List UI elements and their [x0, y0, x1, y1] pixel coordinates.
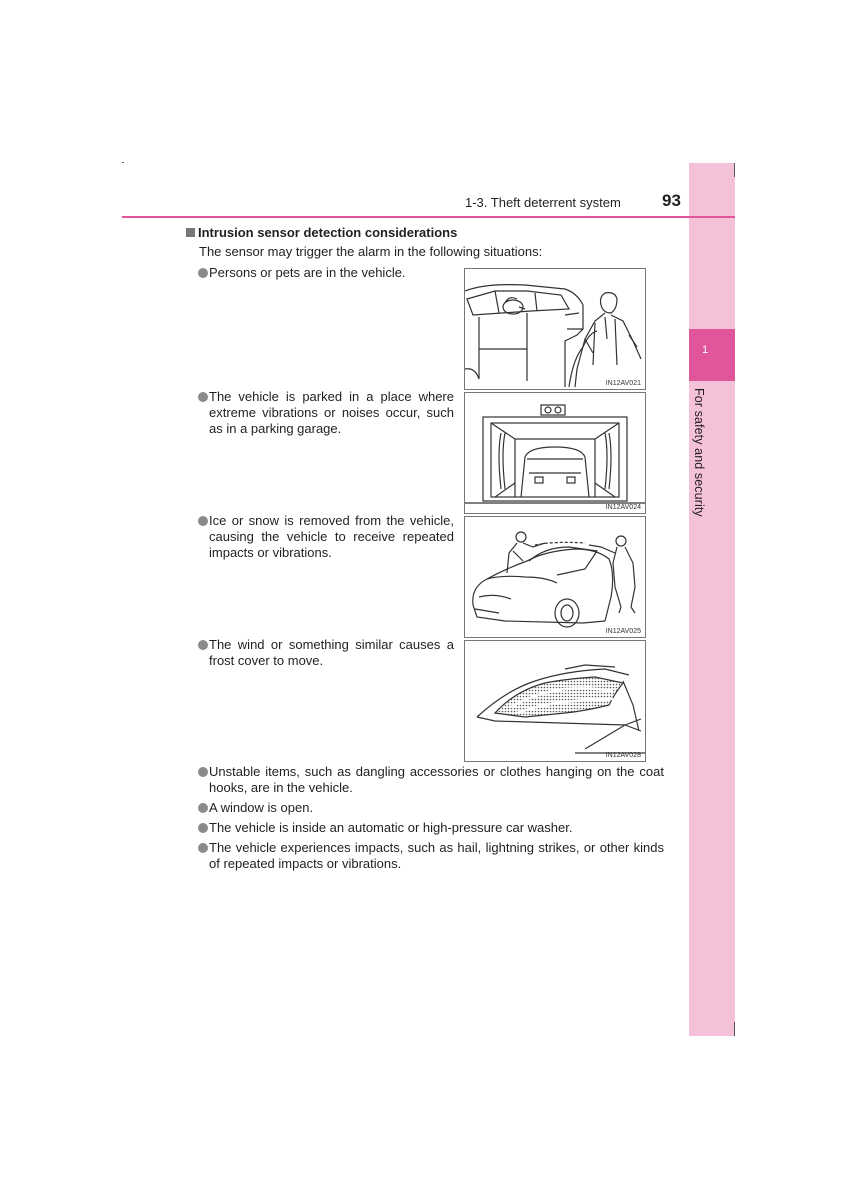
list-item	[198, 800, 664, 816]
list-item-text: The vehicle is inside an automatic or high-pressure car washer.	[209, 820, 573, 835]
list-item	[198, 637, 454, 669]
parking-garage-illustration	[465, 393, 645, 513]
circle-bullet-icon	[198, 516, 208, 526]
section-reference: 1-3. Theft deterrent system	[465, 195, 621, 210]
header-rule	[122, 216, 735, 218]
list-item	[198, 513, 454, 561]
crop-mark	[734, 163, 735, 177]
list-item	[198, 764, 664, 796]
page-number: 93	[662, 191, 681, 210]
figure-frost-cover	[464, 640, 646, 762]
list-item-text: Ice or snow is removed from the vehicle, causing the vehicle to receive repeated impacts or vibrations.	[209, 513, 454, 560]
list-item	[198, 820, 664, 836]
list-item-text: Unstable items, such as dangling accessories or clothes hanging on the coat hooks, are in the vehicle.	[209, 764, 664, 795]
frost-cover-illustration	[465, 641, 645, 761]
figure-dog-in-car	[464, 268, 646, 390]
chapter-number: 1	[702, 344, 709, 356]
circle-bullet-icon	[198, 823, 208, 833]
circle-bullet-icon	[198, 268, 208, 278]
list-item-text: The vehicle is parked in a place where extreme vibrations or noises occur, such as in a parking garage.	[209, 389, 454, 436]
crop-mark	[734, 1022, 735, 1036]
section-heading-text: Intrusion sensor detection considerations	[198, 225, 458, 240]
figure-code: IN12AV025	[605, 628, 641, 635]
circle-bullet-icon	[198, 843, 208, 853]
dog-in-car-illustration	[465, 269, 645, 389]
list-item-text: The wind or something similar causes a frost cover to move.	[209, 637, 454, 668]
list-item	[198, 389, 454, 437]
crop-mark	[122, 162, 124, 163]
figure-snow-removal	[464, 516, 646, 638]
section-heading	[186, 225, 457, 240]
circle-bullet-icon	[198, 767, 208, 777]
list-item-text: Persons or pets are in the vehicle.	[209, 265, 406, 280]
chapter-side-tab	[689, 163, 735, 1036]
circle-bullet-icon	[198, 803, 208, 813]
circle-bullet-icon	[198, 392, 208, 402]
chapter-title: For safety and security	[692, 388, 706, 517]
section-intro: The sensor may trigger the alarm in the following situations:	[199, 244, 543, 259]
chapter-number-tab	[689, 329, 735, 381]
figure-parking-garage	[464, 392, 646, 514]
figure-code: IN12AV028	[605, 752, 641, 759]
list-item	[198, 265, 454, 281]
snow-removal-illustration	[465, 517, 645, 637]
list-item	[198, 840, 664, 872]
figure-code: IN12AV024	[605, 504, 641, 511]
list-item-text: A window is open.	[209, 800, 314, 815]
list-item-text: The vehicle experiences impacts, such as hail, lightning strikes, or other kinds of repeated impacts or vibrations.	[209, 840, 664, 871]
square-bullet-icon	[186, 228, 195, 237]
figure-code: IN12AV021	[605, 380, 641, 387]
circle-bullet-icon	[198, 640, 208, 650]
